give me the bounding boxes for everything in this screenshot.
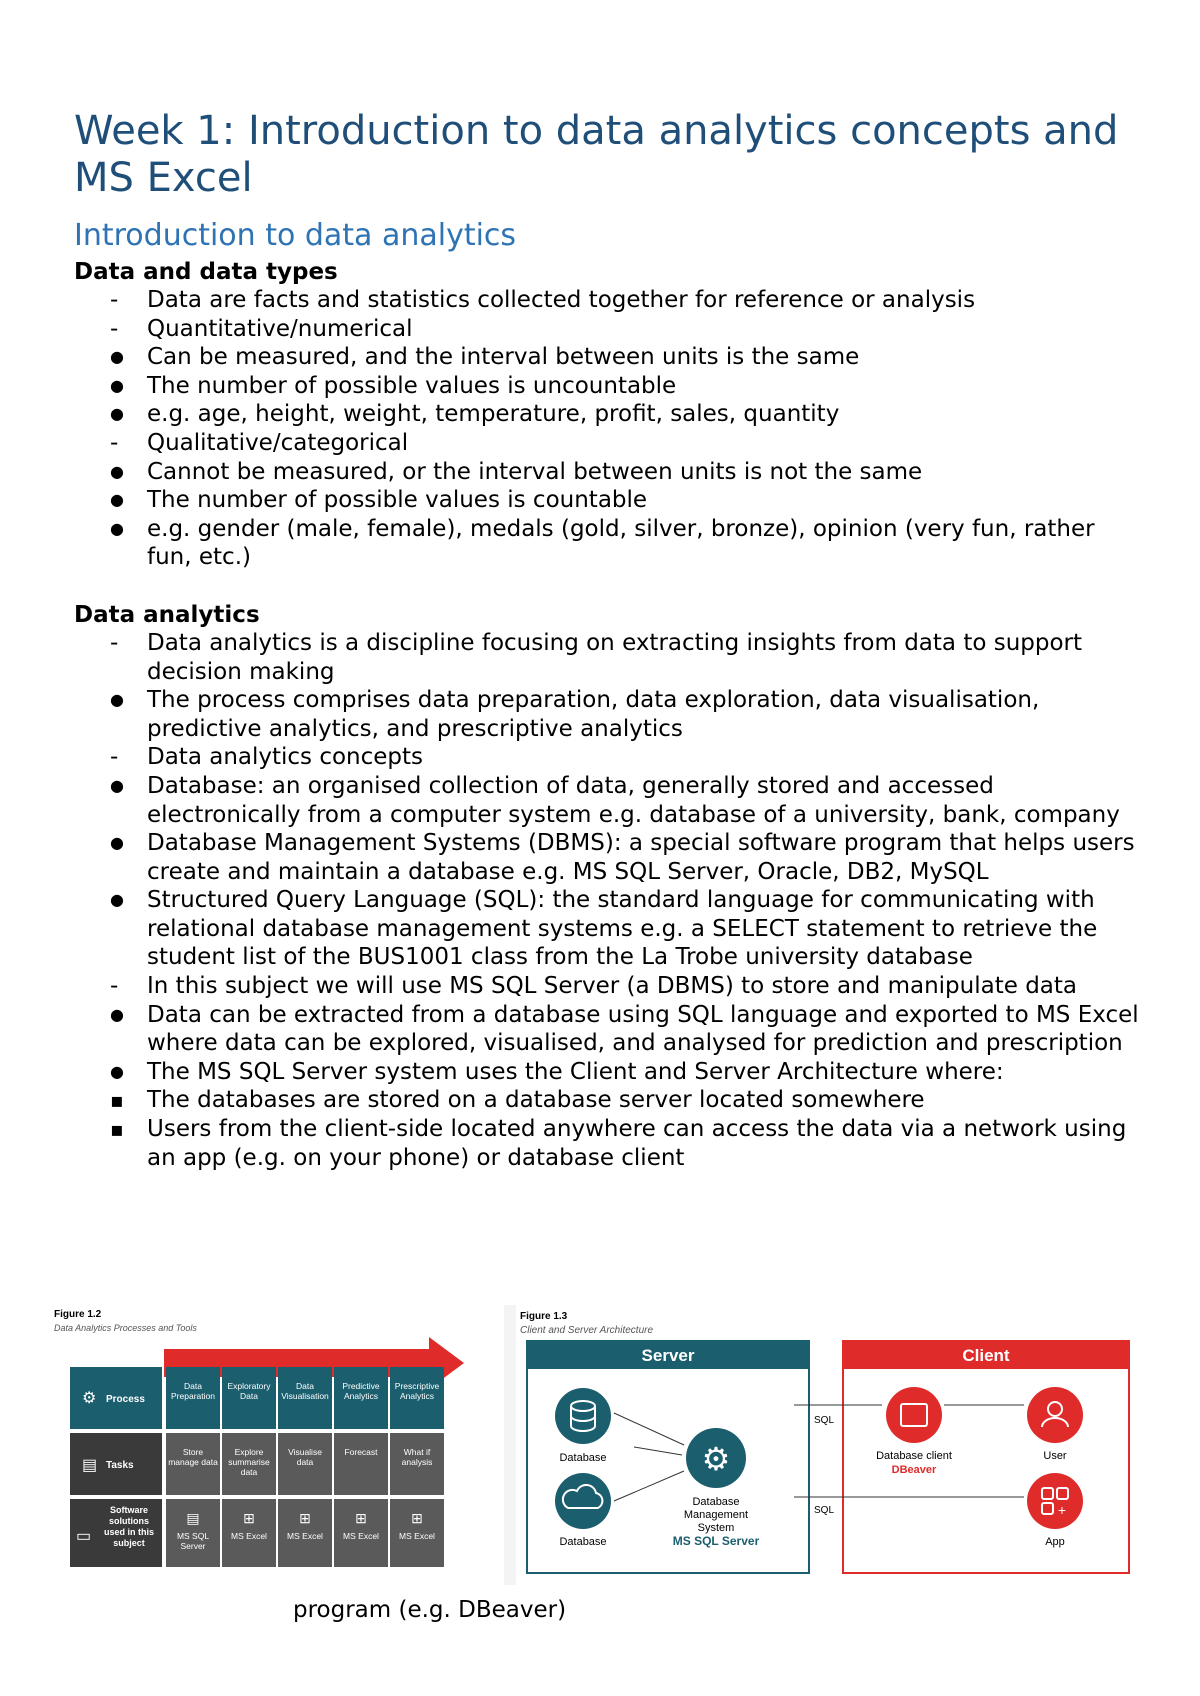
list-item <box>74 286 1144 315</box>
plus-icon: + <box>1057 1502 1067 1518</box>
database-icon-1 <box>555 1388 611 1444</box>
sub-list-item-text: The number of possible values is countable <box>147 487 648 514</box>
sub-list-item <box>74 829 1144 886</box>
figure-1-2 <box>54 1305 504 1585</box>
database-client-icon <box>886 1387 942 1443</box>
task-cell: What if analysis <box>401 1447 433 1467</box>
software-cell-fo <box>392 1531 442 1567</box>
process-cell: Prescriptive Analytics <box>394 1381 440 1401</box>
page-title: Week 1: Introduction to data analytics concepts and MS Excel <box>74 108 1119 201</box>
software-cell-fo <box>168 1531 218 1567</box>
sub-sub-list-item-text: Users from the client-side located anywhere can access the data via a network using an app (e.g. on your phone) or database client <box>147 1116 1127 1171</box>
monitor-icon: ▭ <box>76 1528 92 1545</box>
software-cell: MS SQL Server <box>176 1531 210 1551</box>
gear-icon: ⚙ <box>701 1441 731 1477</box>
server-title: Server <box>641 1346 695 1365</box>
list-item-text: Data analytics concepts <box>147 744 424 771</box>
dbms-label-line1: Database <box>692 1496 740 1508</box>
figure-1-2-label: Figure 1.2 <box>54 1309 102 1320</box>
software-cell: MS Excel <box>287 1531 323 1541</box>
software-cell: MS Excel <box>231 1531 267 1541</box>
figure-1-3 <box>516 1305 1150 1585</box>
section-heading-data-analytics: Data analytics <box>74 601 260 628</box>
sub-list <box>74 686 1144 743</box>
sub-list-item <box>74 686 1144 743</box>
sub-list-item-text: Data can be extracted from a database using SQL language and exported to MS Excel where data can be explored, visualised, and analysed for prediction and prescription <box>147 1001 1139 1057</box>
list-item <box>74 315 1144 429</box>
sub-list-item <box>74 400 1144 429</box>
sub-list-item <box>74 772 1144 829</box>
sub-sub-list-item <box>74 1115 1144 1172</box>
clipboard-icon: ▤ <box>82 1457 98 1474</box>
client-title: Client <box>962 1346 1010 1365</box>
task-cell-fo <box>224 1447 274 1495</box>
process-cell: Data Visualisation <box>281 1381 329 1401</box>
dbms-label-line3: System <box>697 1522 735 1534</box>
sub-sub-list-item-text: The databases are stored on a database server located somewhere <box>147 1087 925 1114</box>
process-cell: Predictive Analytics <box>342 1381 380 1401</box>
sub-list-item-text: The number of possible values is uncountable <box>147 372 677 399</box>
list-item-text: Data are facts and statistics collected together for reference or analysis <box>147 287 976 313</box>
app-icon <box>1027 1473 1083 1529</box>
process-cell-fo <box>280 1381 330 1429</box>
database-client-label: Database client <box>876 1450 952 1462</box>
software-cell-fo <box>224 1531 274 1567</box>
row-label-software-fo <box>98 1505 160 1565</box>
sub-list <box>74 343 1144 429</box>
list-item-text: Qualitative/categorical <box>147 429 409 456</box>
sql-label-1: SQL <box>814 1415 835 1426</box>
user-label: User <box>1043 1450 1067 1462</box>
sub-list-item <box>74 458 1144 487</box>
figure-1-2-cells <box>166 1367 444 1567</box>
sub-list-item-text: e.g. age, height, weight, temperature, profit, sales, quantity <box>147 401 840 428</box>
database-label-1: Database <box>559 1452 607 1464</box>
task-cell: Forecast <box>344 1447 378 1457</box>
continuation-text: program (e.g. DBeaver) <box>293 1597 567 1623</box>
dbms-name: MS SQL Server <box>672 1534 760 1548</box>
sub-list-item-text: e.g. gender (male, female), medals (gold, silver, bronze), opinion (very fun, rather fun, etc.) <box>147 515 1095 571</box>
app-label: App <box>1045 1536 1065 1548</box>
process-cell: Exploratory Data <box>227 1381 271 1401</box>
sub-list-item <box>74 515 1144 572</box>
process-cell-fo <box>336 1381 386 1429</box>
list-item <box>74 429 1144 572</box>
task-cell: Explore summarise data <box>228 1447 270 1477</box>
list-item <box>74 743 1144 972</box>
excel-icon: ⊞ <box>411 1510 423 1526</box>
software-cell-fo <box>280 1531 330 1567</box>
list-item-text: Quantitative/numerical <box>147 315 413 342</box>
gear-icon: ⚙ <box>82 1390 97 1407</box>
sub-list-item-text: The process comprises data preparation, data exploration, data visualisation, predictive analytics, and prescriptive analytics <box>147 687 1040 742</box>
sub-list-item-text: Database Management Systems (DBMS): a special software program that helps users create and maintain a database e.g. MS SQL Server, Oracle, DB2, MySQL <box>147 830 1135 885</box>
page-subtitle: Introduction to data analytics <box>74 218 517 253</box>
software-cell-fo <box>336 1531 386 1567</box>
document-page <box>74 108 1144 1172</box>
excel-icon: ⊞ <box>243 1510 255 1526</box>
sql-label-2: SQL <box>814 1505 835 1516</box>
row-label-software: Software solutions used in this subject <box>103 1505 154 1548</box>
database-label-2: Database <box>559 1536 607 1548</box>
figure-1-3-caption: Client and Server Architecture <box>520 1325 654 1336</box>
sub-list-item-text: Database: an organised collection of data, generally stored and accessed electronically from a computer system e.g. database of a university, bank, company <box>147 772 1120 828</box>
row-label-tasks: Tasks <box>106 1460 134 1471</box>
sub-list <box>74 458 1144 572</box>
sub-list-item-text: Cannot be measured, or the interval between units is not the same <box>147 458 923 485</box>
list-item <box>74 629 1144 743</box>
figures-svg <box>54 1305 1150 1585</box>
figures-strip <box>54 1305 1150 1585</box>
figure-1-2-caption: Data Analytics Processes and Tools <box>54 1323 197 1333</box>
task-cell-fo <box>392 1447 442 1495</box>
software-cell: MS Excel <box>399 1531 435 1541</box>
task-cell-fo <box>168 1447 218 1495</box>
task-cell-fo <box>336 1447 386 1495</box>
section-heading-data-types: Data and data types <box>74 259 338 285</box>
task-cell-fo <box>280 1447 330 1495</box>
dbms-label-line2: Management <box>683 1509 749 1521</box>
sub-list-item <box>74 343 1144 372</box>
process-cell: Data Preparation <box>171 1381 215 1401</box>
data-analytics-list <box>74 629 1144 1172</box>
sub-sub-list-item <box>74 1086 1144 1115</box>
process-cell-fo <box>224 1381 274 1429</box>
list-item-text: In this subject we will use MS SQL Server (a DBMS) to store and manipulate data <box>147 973 1078 1000</box>
sub-list-item-text: The MS SQL Server system uses the Client and Server Architecture where: <box>147 1058 1004 1085</box>
excel-icon: ⊞ <box>355 1510 367 1526</box>
sub-sub-list <box>74 1086 1144 1172</box>
sub-list-item <box>74 1001 1144 1058</box>
database-icon: ▤ <box>186 1510 200 1526</box>
list-item-text: Data analytics is a discipline focusing on extracting insights from data to support decision making <box>147 629 1083 685</box>
task-cell: Store manage data <box>168 1447 218 1467</box>
sub-list-item <box>74 372 1144 401</box>
figure-1-3-label: Figure 1.3 <box>520 1311 568 1322</box>
sub-list <box>74 1001 1144 1173</box>
sub-list-item <box>74 486 1144 515</box>
list-item <box>74 972 1144 1172</box>
sub-list <box>74 772 1144 972</box>
sub-list-item <box>74 886 1144 972</box>
data-types-list <box>74 286 1144 572</box>
task-cell: Visualise data <box>288 1447 322 1467</box>
sub-list-item-text: Structured Query Language (SQL): the standard language for communicating with relational database management systems e.g. a SELECT statement to retrieve the student list of the BUS1001 class from the La Trobe university database <box>147 887 1098 971</box>
software-cell: MS Excel <box>343 1531 379 1541</box>
process-cell-fo <box>168 1381 218 1429</box>
row-label-process: Process <box>106 1394 145 1405</box>
sub-list-item-text: Can be measured, and the interval between units is the same <box>147 344 860 371</box>
sub-list-item <box>74 1058 1144 1172</box>
excel-icon: ⊞ <box>299 1510 311 1526</box>
process-cell-fo <box>392 1381 442 1429</box>
database-client-name: DBeaver <box>891 1464 937 1476</box>
